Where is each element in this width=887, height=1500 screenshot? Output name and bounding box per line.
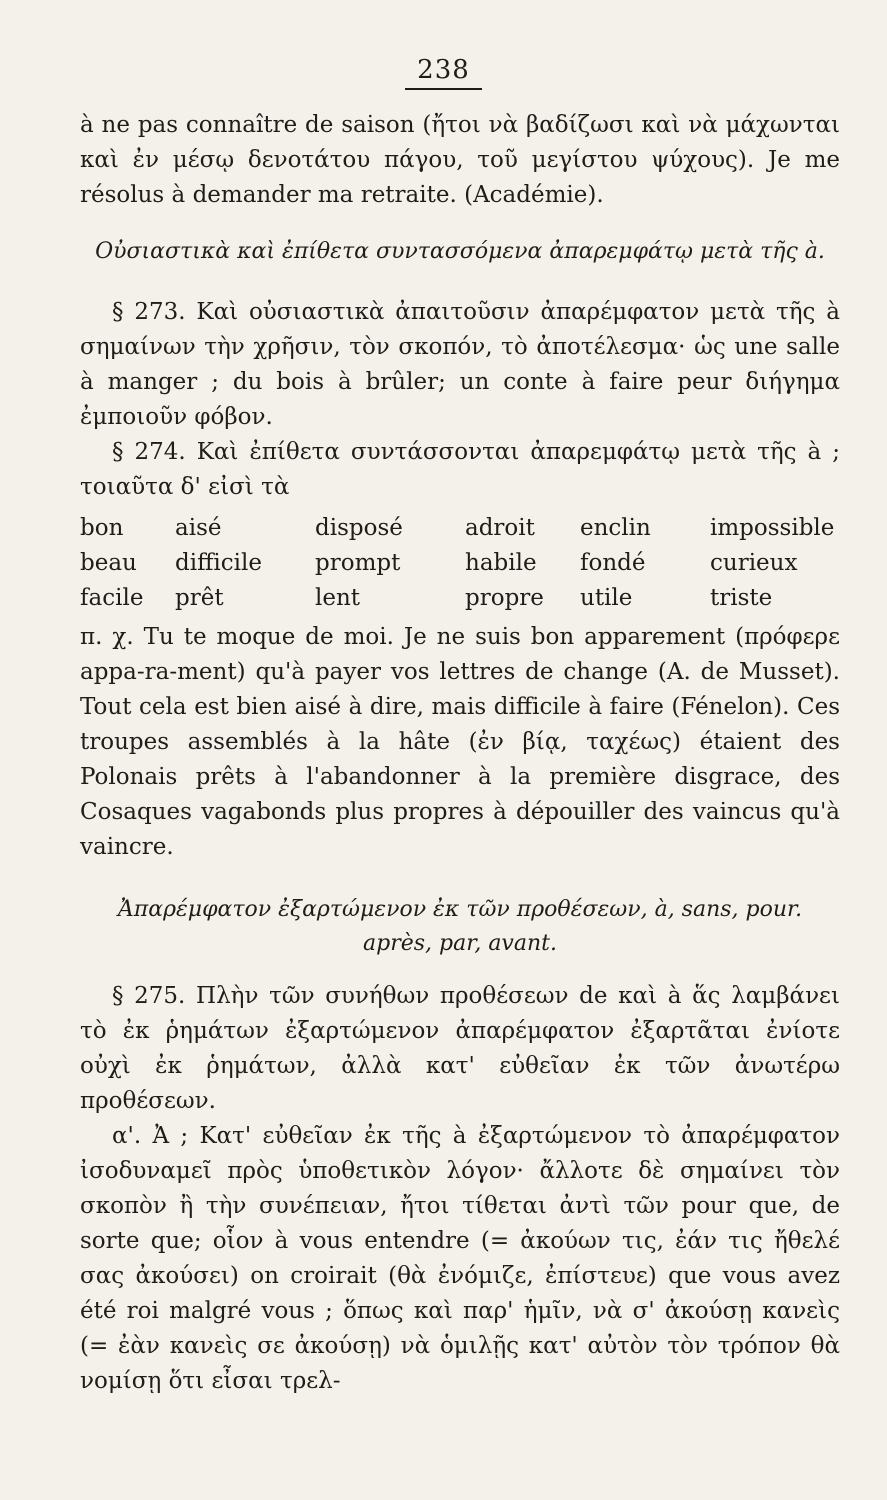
table-cell: impossible xyxy=(710,515,835,541)
table-cell: habile xyxy=(465,550,537,576)
page-body xyxy=(80,108,840,1399)
section-heading-infinitive-prepositions xyxy=(80,893,840,961)
table-cell: fondé xyxy=(580,550,646,576)
table-cell: aisé xyxy=(175,515,222,541)
paragraph-273: § 273. Καὶ οὐσιαστικὰ ἀπαιτοῦσιν ἀπαρέμφατον μετὰ τῆς à σημαίνων τὴν χρῆσιν, τὸν σκοπόν, τὸ ἀποτέλεσμα· ὡς une salle à manger ; du bois à brûler; un conte à faire peur διήγημα ἐμποιοῦν φόβον. xyxy=(80,299,840,430)
paragraph-alpha: α'. Ἀ ; Κατ' εὐθεῖαν ἐκ τῆς à ἐξαρτώμενον τὸ ἀπαρέμφατον ἰσοδυναμεῖ πρὸς ὑποθετικὸν λόγον· ἄλλοτε δὲ σημαίνει τὸν σκοπὸν ἢ τὴν συνέπειαν, ἤτοι τίθεται ἀντὶ τῶν pour que, de sorte que; οἷον à vous entendre (= ἀκούων τις, ἐάν τις ἤθελέ σας ἀκούσει) on croirait (θὰ ἐνόμιζε, ἐπίστευε) que vous avez été roi malgré vous ; ὅπως καὶ παρ' ἡμῖν, νὰ σ' ἀκούσῃ κανεὶς (= ἐὰν κανεὶς σε ἀκούσῃ) νὰ ὁμιλῇς κατ' αὐτὸν τὸν τρόπον θὰ νομίσῃ ὅτι εἶσαι τρελ- xyxy=(80,1123,840,1394)
table-row xyxy=(80,546,840,581)
table-cell: difficile xyxy=(175,550,262,576)
paragraph-274: § 274. Καὶ ἐπίθετα συντάσσονται ἀπαρεμφάτῳ μετὰ τῆς à ; τοιαῦτα δ' εἰσὶ τὰ xyxy=(80,439,840,500)
table-cell: lent xyxy=(315,585,361,611)
heading-line-2: après, par, avant. xyxy=(363,931,557,956)
table-cell: facile xyxy=(80,585,144,611)
table-cell: prêt xyxy=(175,585,224,611)
table-cell: prompt xyxy=(315,550,401,576)
table-cell: adroit xyxy=(465,515,535,541)
paragraph-275: § 275. Πλὴν τῶν συνήθων προθέσεων de καὶ à ἅς λαμβάνει τὸ ἐκ ῥημάτων ἐξαρτώμενον ἀπαρέμφατον ἐξαρτᾶται ἐνίοτε οὐχὶ ἐκ ῥημάτων, ἀλλὰ κατ' εὐθεῖαν ἐκ τῶν ἀνωτέρω προθέσεων. xyxy=(80,983,840,1114)
intro-paragraph: à ne pas connaître de saison (ἤτοι νὰ βαδίζωσι καὶ νὰ μάχωνται καὶ ἐν μέσῳ δενοτάτου πάγου, τοῦ μεγίστου ψύχους). Je me résolus à demander ma retraite. (Académie). xyxy=(80,112,840,208)
page-number: 238 xyxy=(0,55,887,90)
table-cell: disposé xyxy=(315,515,403,541)
examples-paragraph: π. χ. Tu te moque de moi. Je ne suis bon apparement (πρόφερε appa-ra-ment) qu'à payer vos lettres de change (A. de Musset). Tout cela est bien aisé à dire, mais difficile à faire (Fénelon). Ces troupes assemblés à la hâte (ἐν βίᾳ, ταχέως) étaient des Polonais prêts à l'abandonner à la première disgrace, des Cosaques vagabonds plus propres à dépouiller des vaincus qu'à vaincre. xyxy=(80,624,840,860)
section-heading-substantives-adjectives: Οὐσιαστικὰ καὶ ἐπίθετα συντασσόμενα ἀπαρεμφάτῳ μετὰ τῆς à. xyxy=(95,239,825,264)
table-cell: curieux xyxy=(710,550,798,576)
adjective-table xyxy=(80,511,840,616)
table-cell: beau xyxy=(80,550,137,576)
table-row xyxy=(80,511,840,546)
table-row xyxy=(80,581,840,616)
table-cell: propre xyxy=(465,585,544,611)
table-cell: bon xyxy=(80,515,124,541)
table-cell: enclin xyxy=(580,515,651,541)
table-cell: triste xyxy=(710,585,773,611)
table-cell: utile xyxy=(580,585,633,611)
heading-line-1: Ἀπαρέμφατον ἐξαρτώμενον ἐκ τῶν προθέσεων, à, sans, pour. xyxy=(117,897,803,922)
